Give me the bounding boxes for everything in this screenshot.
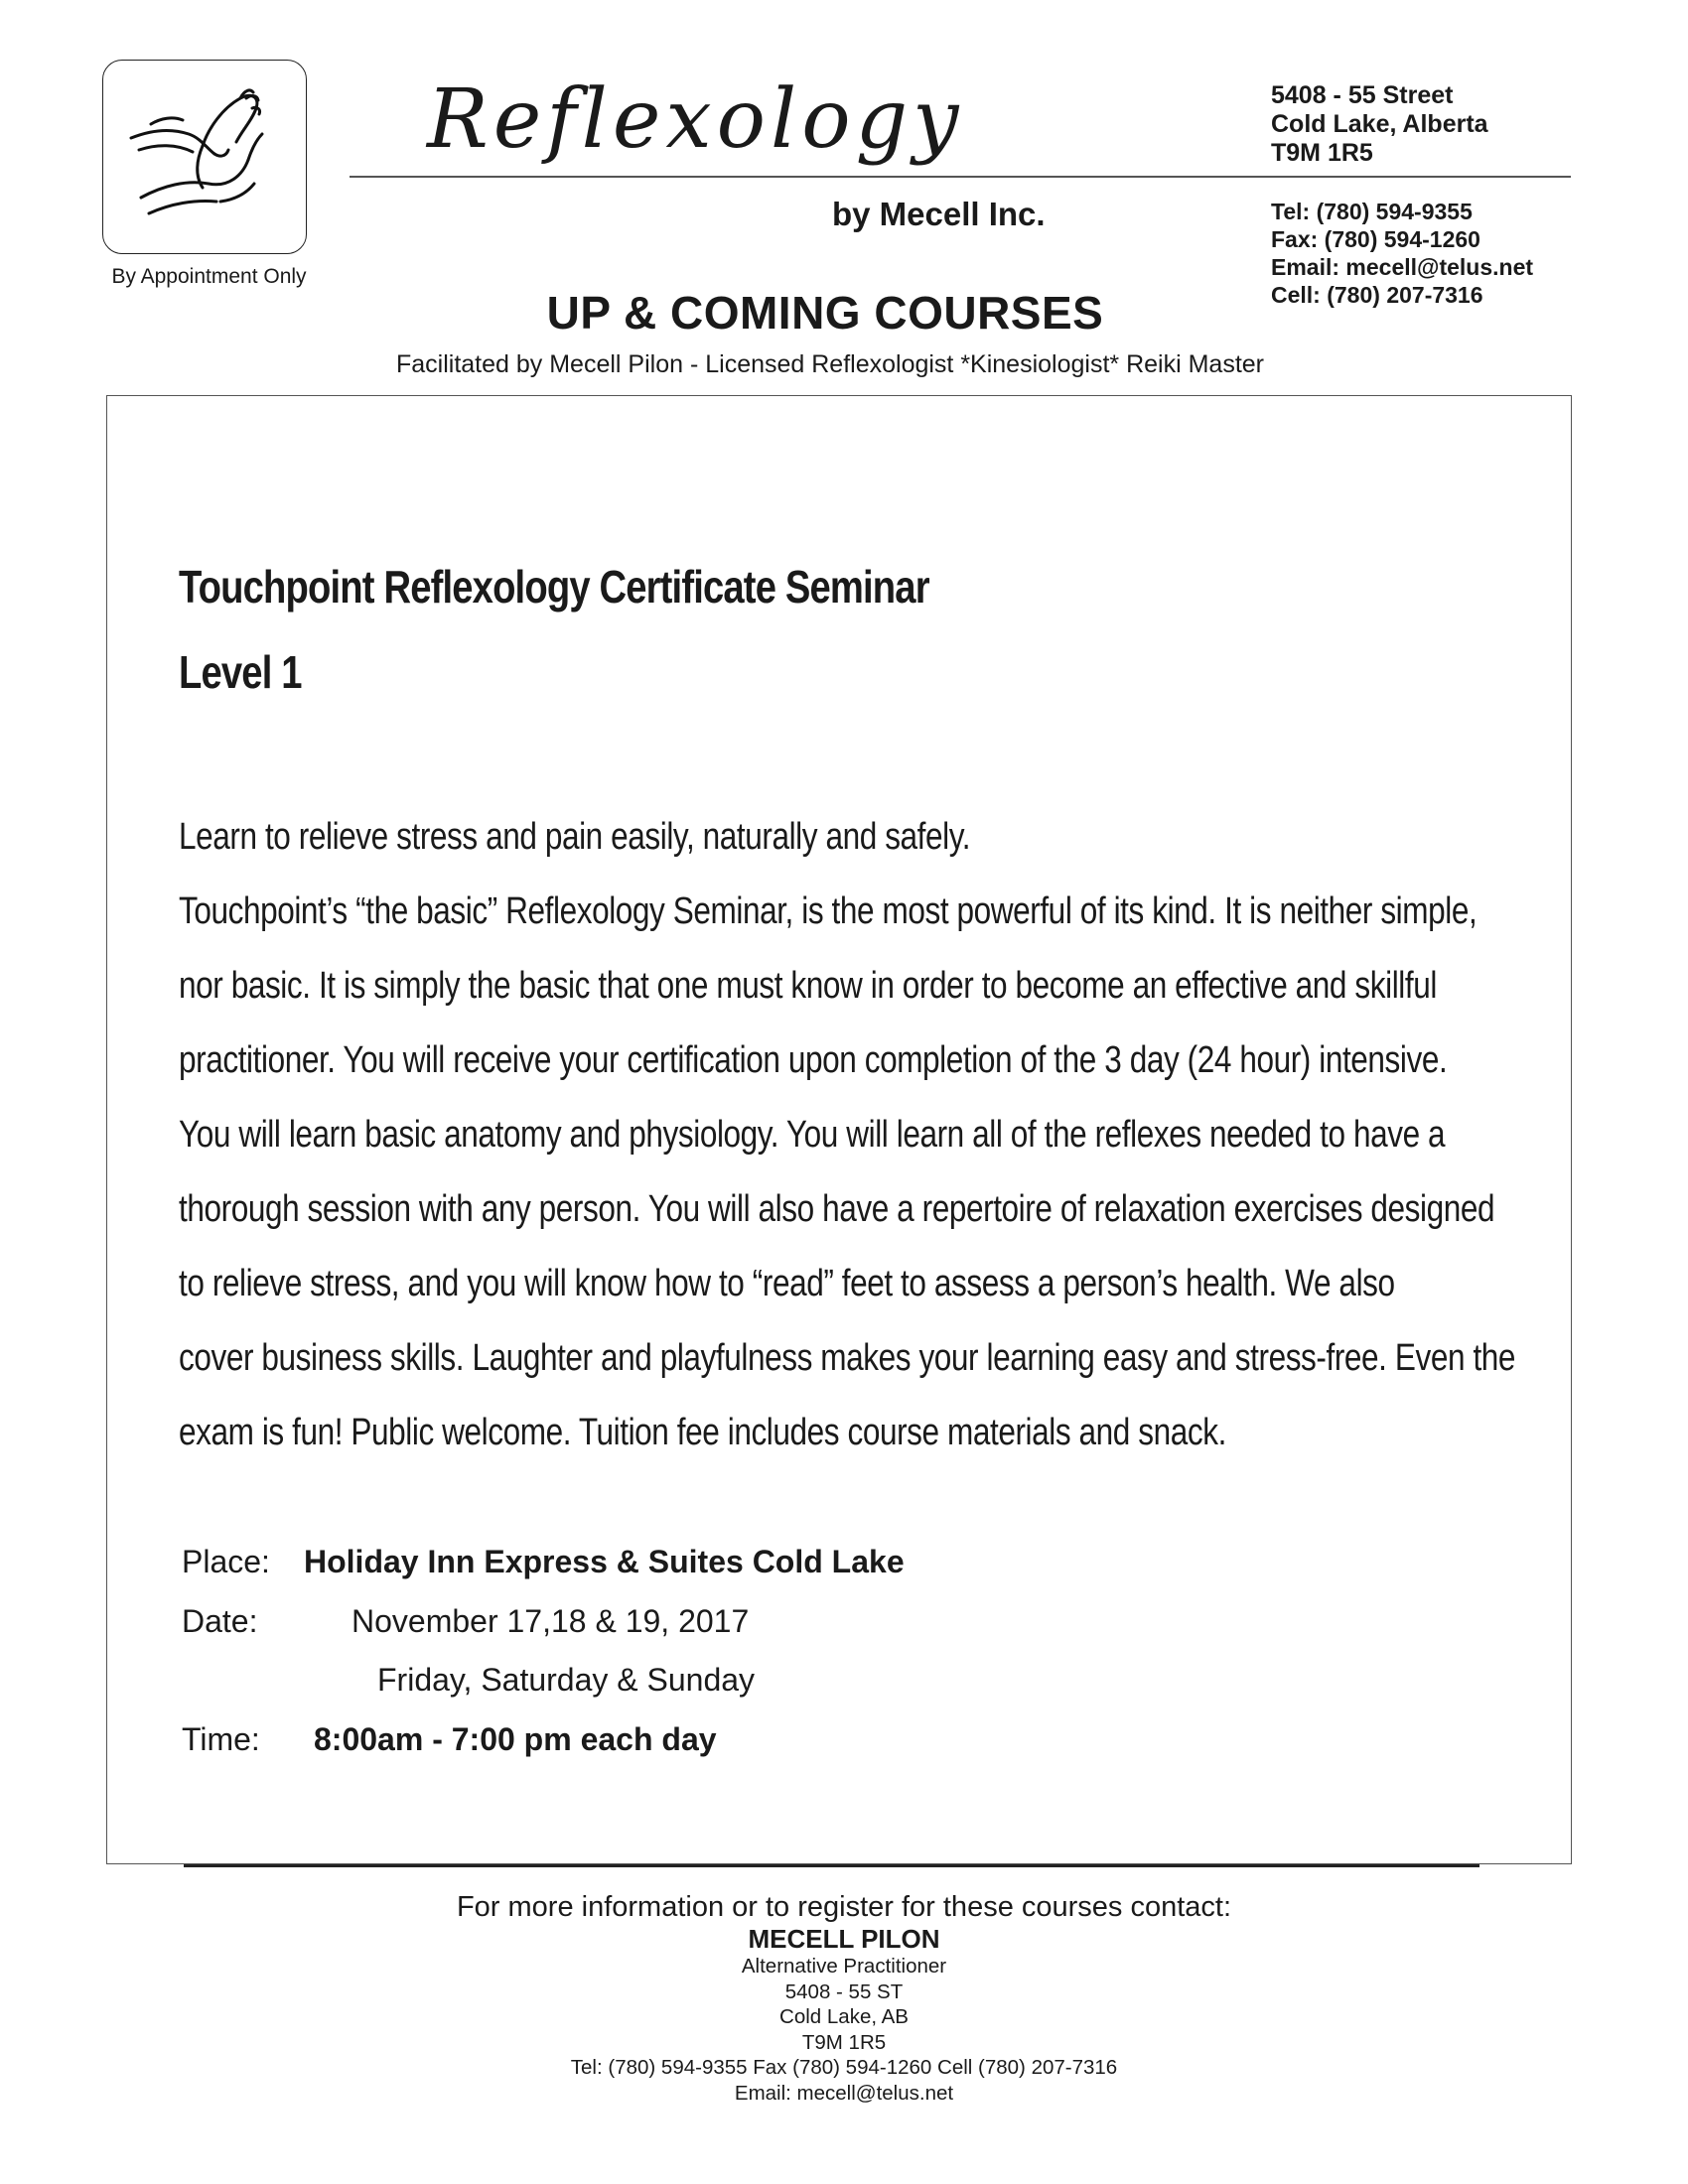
place-value: Holiday Inn Express & Suites Cold Lake xyxy=(304,1544,905,1579)
logo xyxy=(102,60,307,254)
address-line: 5408 - 55 Street xyxy=(1271,81,1454,109)
course-description xyxy=(179,800,1516,1470)
address-line: T9M 1R5 xyxy=(1271,139,1373,167)
footer-street: 5408 - 55 ST xyxy=(784,1979,904,2003)
contact-fax: Fax: (780) 594-1260 xyxy=(1271,226,1480,252)
header-divider xyxy=(350,176,1571,178)
footer-contact xyxy=(0,1890,1688,2106)
description-line: You will learn basic anatomy and physiology. You will learn all of the reflexes needed to have a xyxy=(179,1114,1446,1156)
description-line: exam is fun! Public welcome. Tuition fee includes course materials and snack. xyxy=(179,1412,1226,1453)
footer-divider xyxy=(184,1864,1479,1867)
footer-role: Alternative Practitioner xyxy=(741,1955,947,1978)
description-line: to relieve stress, and you will know how to “read” feet to assess a person’s health. We also xyxy=(179,1263,1395,1304)
foot-reflexology-hands-icon xyxy=(111,68,298,245)
time-label: Time: xyxy=(182,1721,260,1757)
footer-intro: For more information or to register for these courses contact: xyxy=(456,1891,1232,1923)
course-title: Touchpoint Reflexology Certificate Seminar xyxy=(179,561,929,613)
brand-title: Reflexology xyxy=(427,72,964,167)
contact-phone: Tel: (780) 594-9355 xyxy=(1271,199,1473,224)
facilitator-line: Facilitated by Mecell Pilon - Licensed Reflexologist *Kinesiologist* Reiki Master xyxy=(396,350,1264,378)
address-line: Cold Lake, Alberta xyxy=(1271,110,1488,138)
description-line: Learn to relieve stress and pain easily, naturally and safely. xyxy=(179,816,971,858)
description-line: nor basic. It is simply the basic that one must know in order to become an effective and skillful xyxy=(179,965,1437,1007)
footer-email: Email: mecell@telus.net xyxy=(734,2081,954,2105)
description-line: Touchpoint’s “the basic” Reflexology Seminar, is the most powerful of its kind. It is neither simple, xyxy=(179,890,1477,932)
course-level: Level 1 xyxy=(179,646,302,698)
footer-postal: T9M 1R5 xyxy=(801,2030,887,2054)
description-line: cover business skills. Laughter and playfulness makes your learning easy and stress-free. Even the xyxy=(179,1337,1516,1379)
appointment-note: By Appointment Only xyxy=(111,265,307,288)
description-line: thorough session with any person. You will also have a repertoire of relaxation exercises designed xyxy=(179,1188,1495,1230)
footer-name: MECELL PILON xyxy=(748,1924,940,1954)
contact-cell: Cell: (780) 207-7316 xyxy=(1271,282,1483,308)
brand-byline: by Mecell Inc. xyxy=(832,196,1046,232)
place-label: Place: xyxy=(182,1544,270,1579)
date-value: November 17,18 & 19, 2017 xyxy=(352,1603,750,1639)
footer-city: Cold Lake, AB xyxy=(779,2005,909,2028)
description-line: practitioner. You will receive your certification upon completion of the 3 day (24 hour) intensive. xyxy=(179,1039,1448,1081)
company-address xyxy=(1271,81,1488,168)
time-value: 8:00am - 7:00 pm each day xyxy=(314,1721,717,1757)
date-label: Date: xyxy=(182,1603,258,1639)
days-value: Friday, Saturday & Sunday xyxy=(377,1662,756,1698)
page-heading: UP & COMING COURSES xyxy=(546,287,1104,339)
footer-phones: Tel: (780) 594-9355 Fax (780) 594-1260 Cell (780) 207-7316 xyxy=(570,2056,1118,2079)
contact-email: Email: mecell@telus.net xyxy=(1271,254,1534,280)
